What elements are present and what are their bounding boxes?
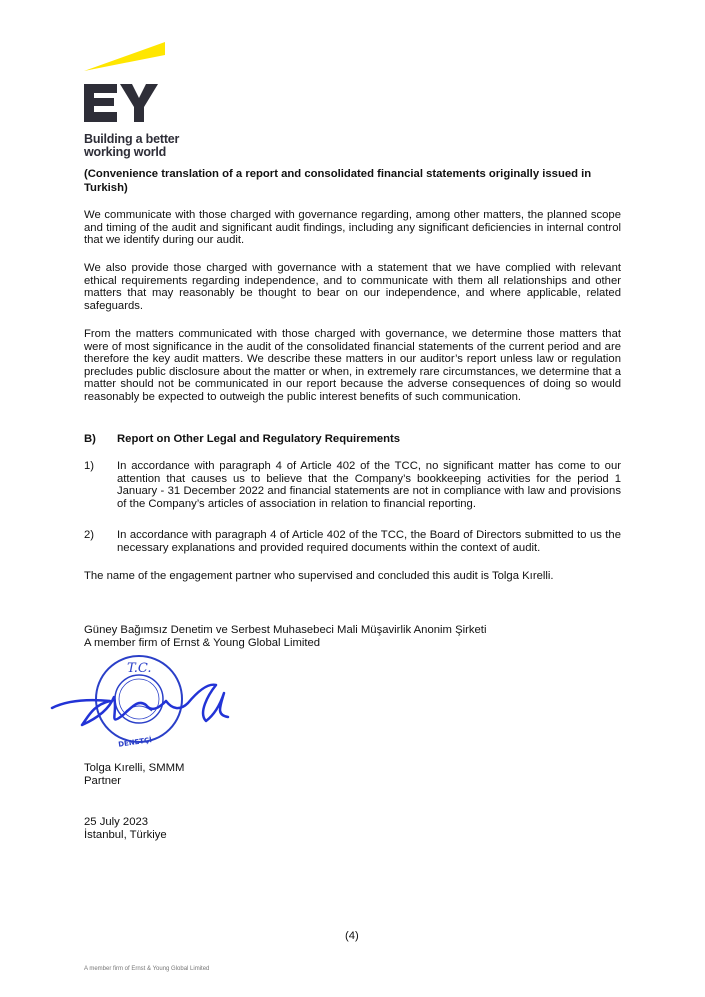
report-date: 25 July 2023: [84, 816, 149, 828]
seal-text-bottom: DENETÇİ: [117, 736, 153, 749]
tagline-line-2: working world: [84, 145, 167, 159]
signatory-role: Partner: [84, 775, 122, 787]
paragraph-independence-statement: We also provide those charged with governance with a statement that we have complied with relevant ethical requirements regarding independence, and to communicate with them all relationships and other matters that may reasonably be thought to bear on our independence, and where applicable, related safeguards.: [84, 262, 621, 312]
logo-yellow-beam: [84, 42, 165, 71]
page-title: (Convenience translation of a report and consolidated financial statements originally issued in Turkish): [84, 168, 592, 194]
engagement-partner-note: The name of the engagement partner who supervised and concluded this audit is Tolga Kırelli.: [84, 570, 554, 582]
tagline-line-1: Building a better: [84, 132, 180, 146]
list-item-number: 2): [84, 529, 95, 541]
logo-letter-e: [84, 84, 117, 122]
report-place: İstanbul, Türkiye: [84, 829, 167, 841]
firm-member-line: A member firm of Ernst & Young Global Limited: [84, 637, 321, 649]
page-footer: A member firm of Ernst & Young Global Limited: [84, 966, 210, 972]
signatory-name: Tolga Kırelli, SMMM: [84, 762, 185, 774]
section-b-heading: [84, 433, 400, 445]
paragraph-key-audit-matters: From the matters communicated with those charged with governance, we determine those matters that were of most significance in the audit of the consolidated financial statements of the current period and are therefore the key audit matters. We describe these matters in our auditor’s report unless law or regulation precludes public disclosure about the matter or when, in extremely rare circumstances, we determine that a matter should not be communicated in our report because the adverse consequences of doing so would reasonably be expected to outweigh the public interest benefits of such communication.: [84, 328, 621, 403]
list-item-number: 1): [84, 460, 95, 472]
list-item: [84, 460, 621, 510]
logo-letter-y: [120, 84, 158, 122]
seal-text-top: T.C.: [127, 661, 152, 676]
list-item: [84, 529, 621, 554]
paragraph-governance-communication: We communicate with those charged with governance regarding, among other matters, the planned scope and timing of the audit and significant audit findings, including any significant deficiencies in internal control that we identify during our audit.: [84, 209, 621, 247]
list-item-text: In accordance with paragraph 4 of Article 402 of the TCC, the Board of Directors submitted to us the necessary explanations and provided required documents within the context of audit.: [117, 529, 621, 554]
page-number: (4): [345, 930, 359, 942]
section-b-number: B): [84, 433, 96, 445]
section-b-title: Report on Other Legal and Regulatory Requirements: [117, 433, 401, 445]
list-item-text: In accordance with paragraph 4 of Article 402 of the TCC, no significant matter has come to our attention that causes us to believe that the Company’s bookkeeping activities for the period 1 January - 31 December 2022 and financial statements are not in compliance with law and provisions of the Company’s articles of association in relation to financial reporting.: [117, 460, 621, 510]
firm-name: Güney Bağımsız Denetim ve Serbest Muhasebeci Mali Müşavirlik Anonim Şirketi: [84, 624, 487, 636]
seal-and-signature: [48, 655, 233, 765]
brand-tagline: [84, 133, 179, 159]
